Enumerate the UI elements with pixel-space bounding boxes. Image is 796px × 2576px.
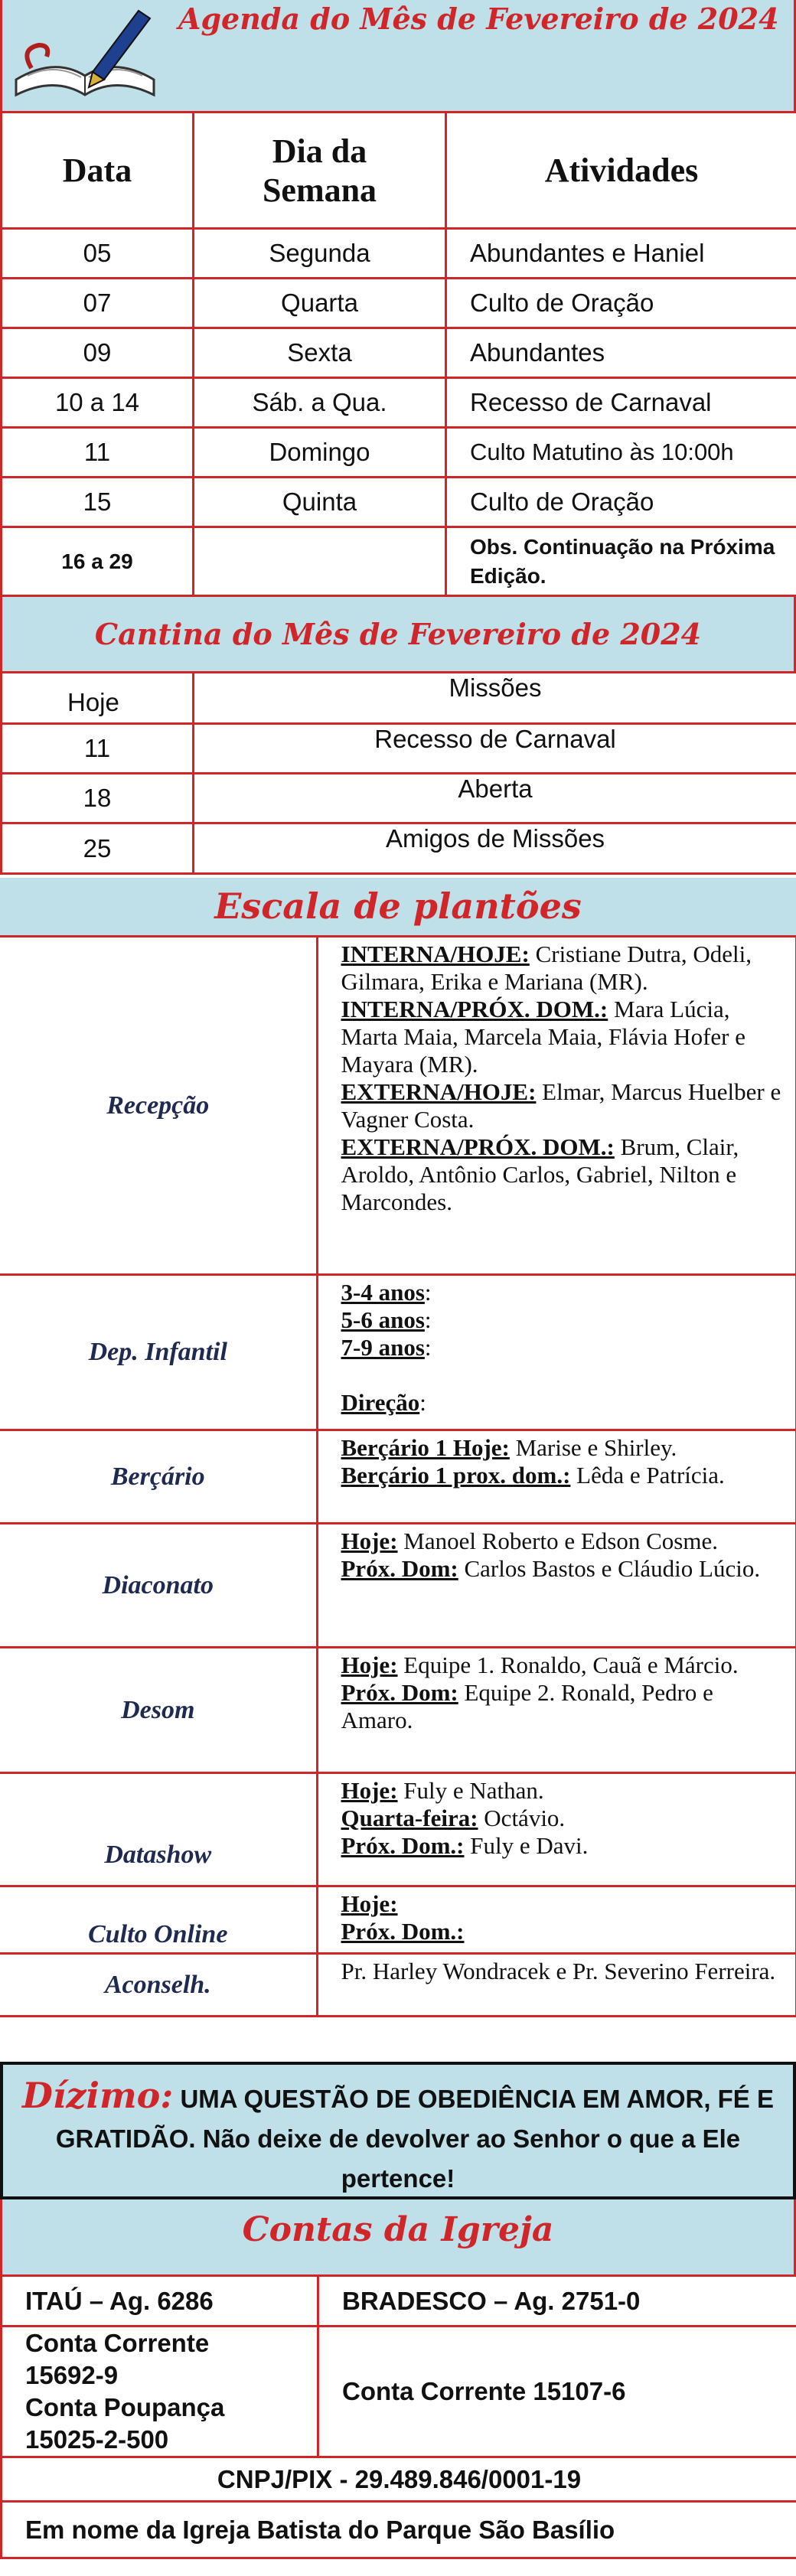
agenda-date: 10 a 14	[2, 378, 194, 428]
agenda-activity: Recesso de Carnaval	[446, 378, 796, 428]
dizimo-word: Dízimo:	[22, 2075, 174, 2116]
table-row	[0, 1773, 796, 1886]
table-row	[2, 2276, 796, 2327]
agenda-weekday: Domingo	[194, 428, 446, 478]
table-row	[2, 527, 796, 596]
agenda-banner	[0, 0, 796, 111]
escala-desc-aconselh: Pr. Harley Wondracek e Pr. Severino Ferreira.	[317, 1954, 796, 2017]
table-row	[2, 229, 796, 279]
agenda-header-atividades: Atividades	[446, 112, 796, 229]
bradesco-account: Conta Corrente 15107-6	[318, 2327, 796, 2457]
agenda-title: Agenda do Mês de Fevereiro de 2024	[178, 2, 779, 36]
escala-banner	[0, 878, 796, 935]
agenda-date: 07	[2, 279, 194, 328]
escala-desc-culto-online: Hoje: Próx. Dom.:	[317, 1886, 796, 1954]
book-pen-icon	[8, 3, 161, 110]
agenda-header-data: Data	[2, 112, 194, 229]
cantina-activity: Recesso de Carnaval	[194, 724, 796, 774]
escala-label-bercario: Berçário	[0, 1430, 317, 1524]
agenda-note: Obs. Continuação na Próxima Edição.	[446, 527, 796, 596]
escala-title: Escala de plantões	[214, 885, 582, 927]
agenda-activity: Culto Matutino às 10:00h	[446, 428, 796, 478]
itau-header: ITAÚ – Ag. 6286	[2, 2276, 318, 2327]
escala-label-aconselh: Aconselh.	[0, 1954, 317, 2017]
agenda-weekday: Sáb. a Qua.	[194, 378, 446, 428]
table-row	[0, 1275, 796, 1430]
agenda-activity: Culto de Oração	[446, 279, 796, 328]
table-row	[2, 2327, 796, 2457]
cnpj-pix: CNPJ/PIX - 29.489.846/0001-19	[2, 2457, 796, 2502]
escala-label-datashow: Datashow	[0, 1773, 317, 1886]
table-row	[2, 2457, 796, 2502]
agenda-date: 09	[2, 328, 194, 378]
bradesco-header: BRADESCO – Ag. 2751-0	[318, 2276, 796, 2327]
table-row	[2, 478, 796, 527]
table-row	[2, 2502, 796, 2558]
agenda-date: 16 a 29	[2, 527, 194, 596]
cantina-title: Cantina do Mês de Fevereiro de 2024	[94, 617, 702, 651]
escala-desc-diaconato: Hoje: Manoel Roberto e Edson Cosme. Próx. Dom: Carlos Bastos e Cláudio Lúcio.	[317, 1524, 796, 1648]
dizimo-text: UMA QUESTÃO DE OBEDIÊNCIA EM AMOR, FÉ E GRATIDÃO. Não deixe de devolver ao Senhor o que a Ele pertence!	[55, 2085, 774, 2193]
cantina-table	[0, 671, 796, 875]
agenda-activity: Abundantes	[446, 328, 796, 378]
church-name: Em nome da Igreja Batista do Parque São Basílio	[2, 2502, 796, 2558]
agenda-date: 15	[2, 478, 194, 527]
agenda-weekday: Sexta	[194, 328, 446, 378]
dizimo-box	[0, 2062, 796, 2199]
table-row	[2, 328, 796, 378]
cantina-banner	[0, 597, 796, 671]
cantina-date: 18	[2, 774, 194, 823]
cantina-activity: Amigos de Missões	[194, 823, 796, 874]
agenda-activity: Culto de Oração	[446, 478, 796, 527]
cantina-date: Hoje	[2, 673, 194, 724]
escala-desc-recepcao: INTERNA/HOJE: Cristiane Dutra, Odeli, Gilmara, Erika e Mariana (MR). INTERNA/PRÓX. DOM.: Mara Lúcia, Marta Maia, Marcela Maia, Flávia Hofer e Mayara (MR). EXTERNA/HOJE: Elmar, Marcus Huelber e Vagner Costa. EXTERNA/PRÓX. DOM.: Brum, Clair, Aroldo, Antônio Carlos, Gabriel, Nilton e Marcondes.	[317, 937, 796, 1275]
table-row	[0, 1524, 796, 1648]
escala-desc-datashow: Hoje: Fuly e Nathan. Quarta-feira: Octávio. Próx. Dom.: Fuly e Davi.	[317, 1773, 796, 1886]
table-row	[0, 1954, 796, 2017]
table-row	[2, 673, 796, 724]
contas-banner	[0, 2199, 796, 2274]
escala-label-desom: Desom	[0, 1648, 317, 1773]
escala-label-culto-online: Culto Online	[0, 1886, 317, 1954]
table-row	[2, 774, 796, 823]
agenda-activity: Abundantes e Haniel	[446, 229, 796, 279]
escala-label-recepcao: Recepção	[0, 937, 317, 1275]
table-row	[0, 1886, 796, 1954]
agenda-table	[0, 111, 796, 597]
cantina-date: 25	[2, 823, 194, 874]
agenda-date: 11	[2, 428, 194, 478]
table-row	[0, 1648, 796, 1773]
table-row	[0, 937, 796, 1275]
escala-label-infantil: Dep. Infantil	[0, 1275, 317, 1430]
table-row	[2, 378, 796, 428]
agenda-weekday	[194, 527, 446, 596]
cantina-activity: Aberta	[194, 774, 796, 823]
escala-table	[0, 935, 796, 2017]
escala-desc-desom: Hoje: Equipe 1. Ronaldo, Cauã e Márcio. Próx. Dom: Equipe 2. Ronald, Pedro e Amaro.	[317, 1648, 796, 1773]
table-row	[2, 823, 796, 874]
cantina-date: 11	[2, 724, 194, 774]
table-row	[2, 428, 796, 478]
contas-title: Contas da Igreja	[242, 2210, 554, 2249]
itau-accounts: Conta Corrente 15692-9 Conta Poupança 15025-2-500	[2, 2327, 318, 2457]
agenda-weekday: Quinta	[194, 478, 446, 527]
table-row	[0, 1430, 796, 1524]
cantina-activity: Missões	[194, 673, 796, 724]
agenda-weekday: Quarta	[194, 279, 446, 328]
escala-label-diaconato: Diaconato	[0, 1524, 317, 1648]
escala-desc-bercario: Berçário 1 Hoje: Marise e Shirley. Berçário 1 prox. dom.: Lêda e Patrícia.	[317, 1430, 796, 1524]
escala-desc-infantil: 3-4 anos: 5-6 anos: 7-9 anos: Direção:	[317, 1275, 796, 1430]
agenda-header-dia: Dia da Semana	[194, 112, 446, 229]
table-row	[2, 724, 796, 774]
agenda-weekday: Segunda	[194, 229, 446, 279]
table-row	[2, 279, 796, 328]
contas-table	[0, 2274, 796, 2559]
agenda-date: 05	[2, 229, 194, 279]
